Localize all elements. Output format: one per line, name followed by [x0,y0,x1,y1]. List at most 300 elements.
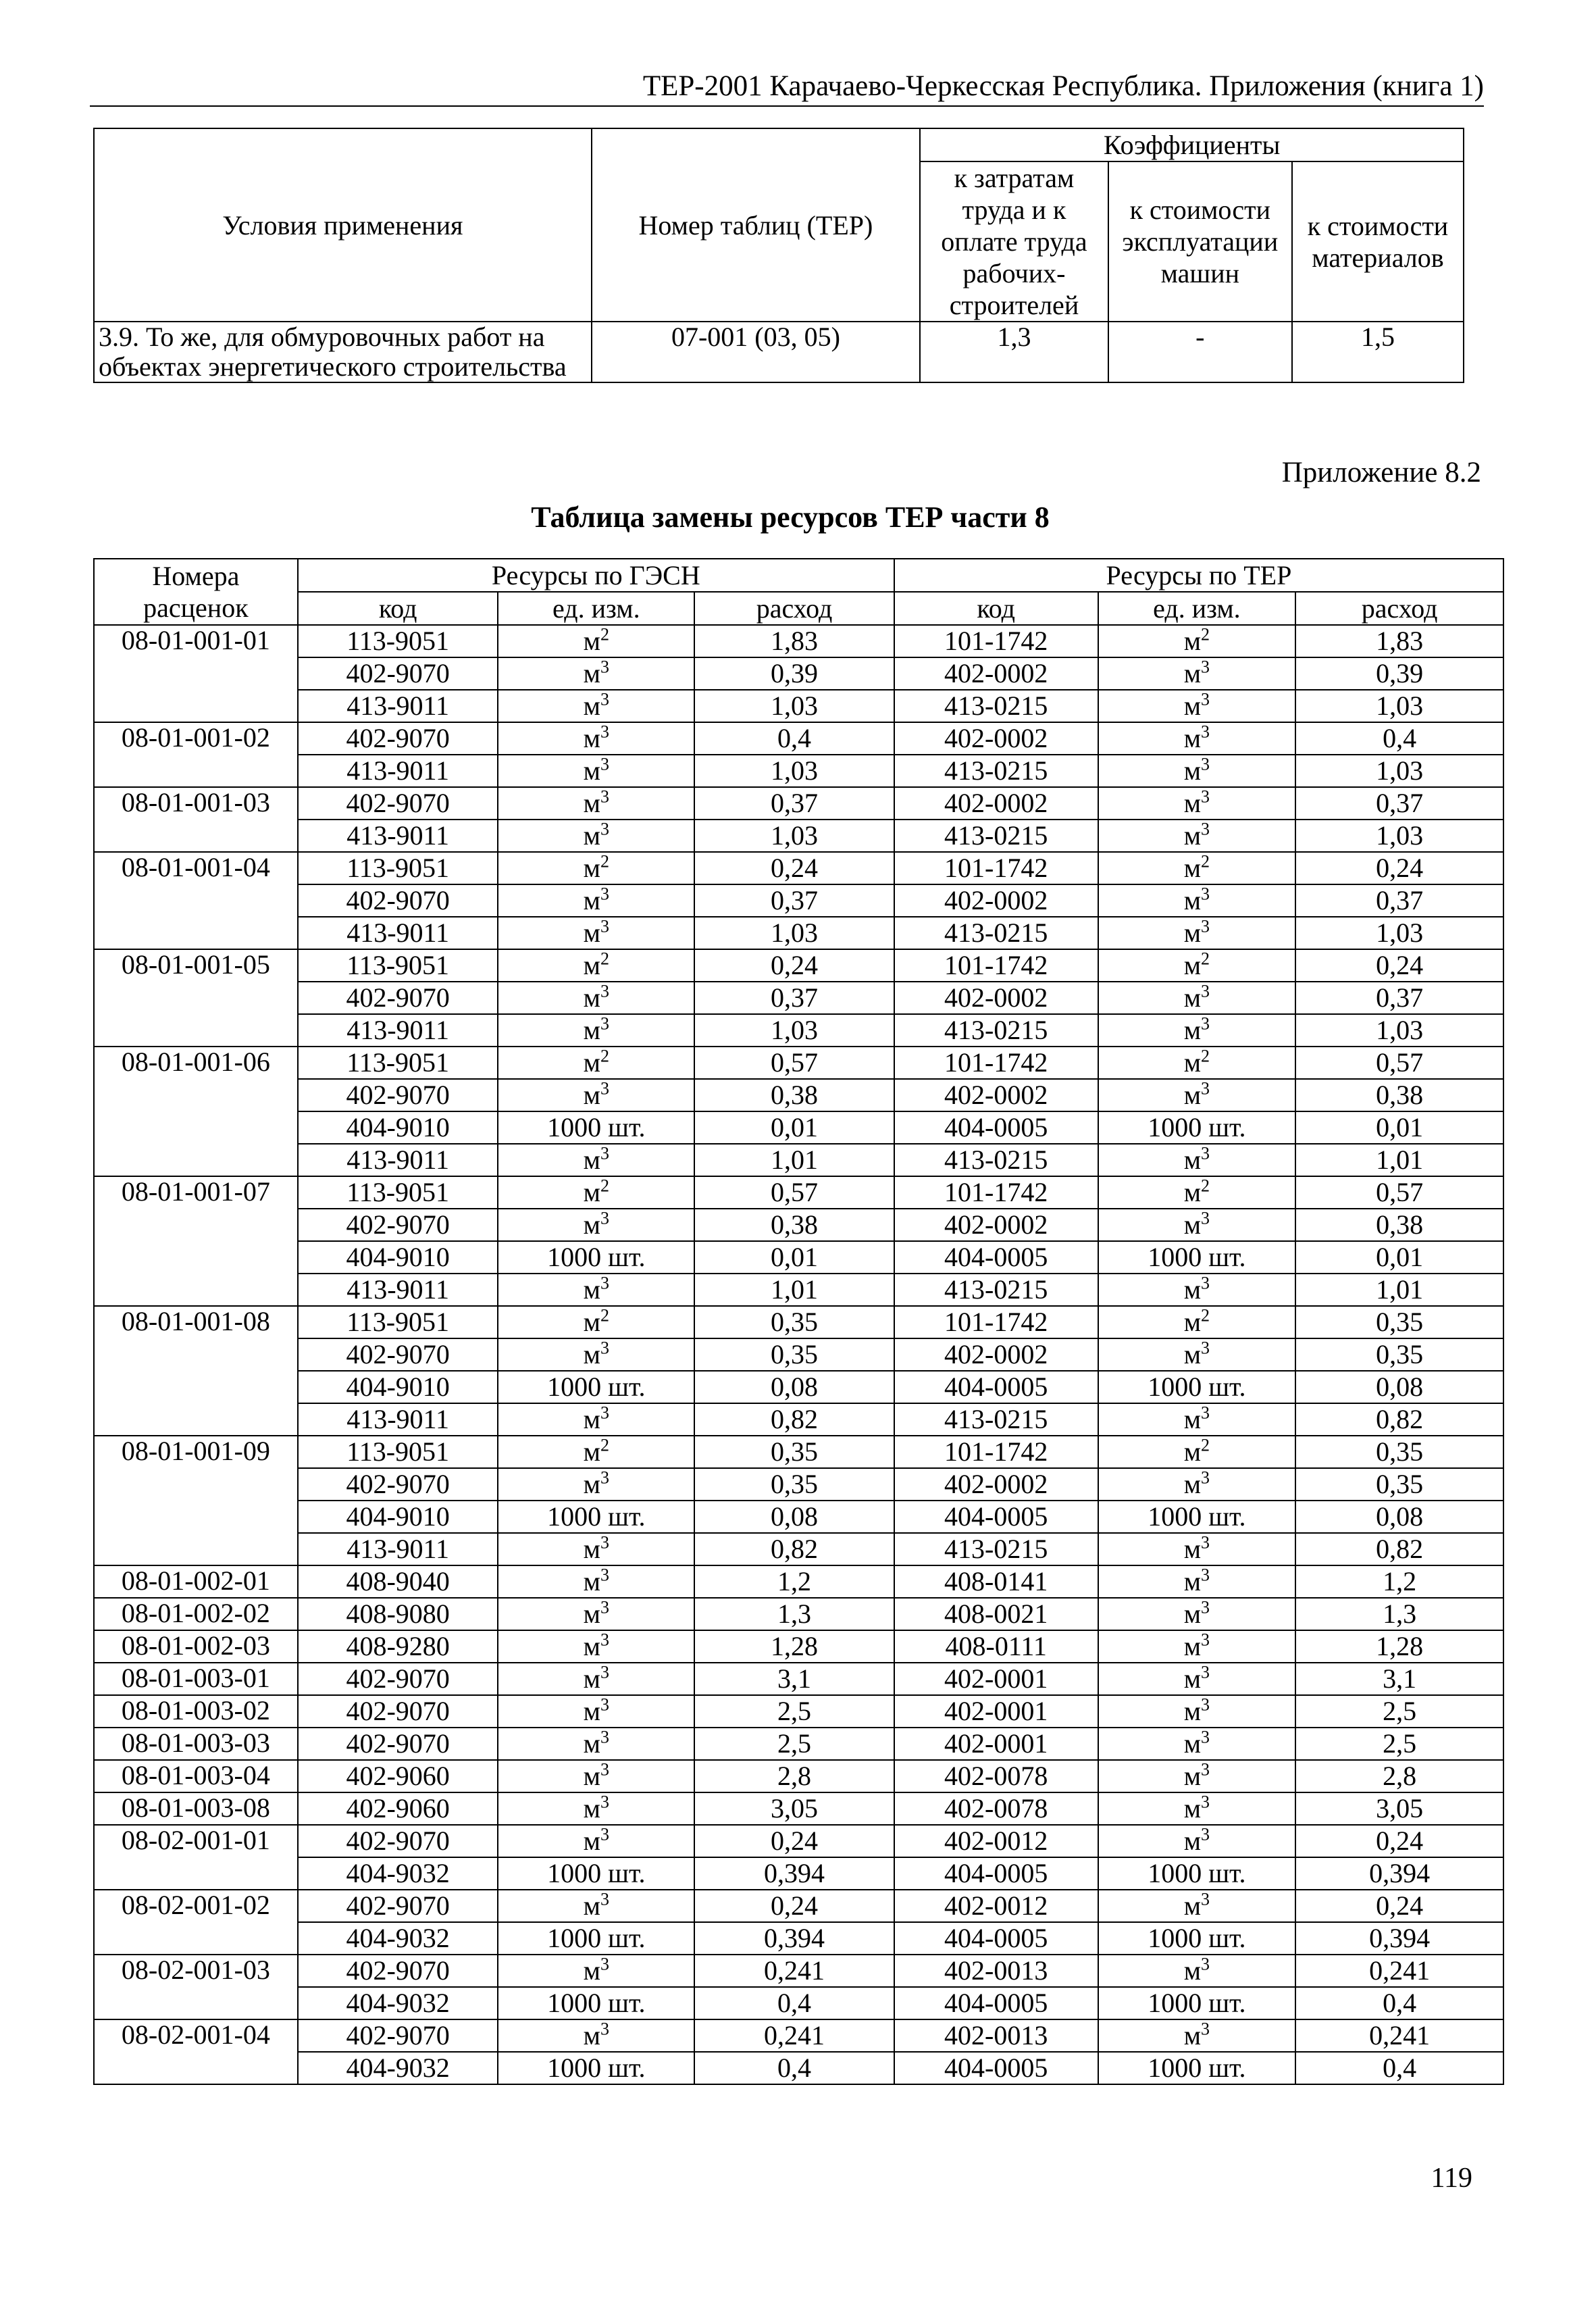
gesn-unit-cell: 1000 шт. [498,1987,694,2019]
table-row [94,1338,1503,1371]
ter-amount-cell: 0,4 [1295,1987,1503,2019]
gesn-code-cell: 404-9032 [298,1922,498,1955]
page-number: 119 [1431,2163,1472,2194]
ter-code-cell: 404-0005 [894,1371,1098,1403]
gesn-code-cell: 404-9032 [298,1987,498,2019]
ter-unit-cell: $м^3$ [1098,1728,1296,1760]
gesn-code-cell: 402-9070 [298,1955,498,1987]
rate-number-cell [94,982,298,1014]
ter-code-cell: 402-0002 [894,1468,1098,1501]
ter-unit-cell: $м^3$ [1098,1144,1296,1176]
gesn-unit-cell: $м^3$ [498,1760,694,1792]
ter-unit-cell: $м^3$ [1098,1565,1296,1598]
ter-unit-cell: $м^3$ [1098,1468,1296,1501]
gesn-code-cell: 413-9011 [298,1144,498,1176]
ter-code-cell: 413-0215 [894,1403,1098,1436]
ter-amount-cell: 0,38 [1295,1079,1503,1111]
rate-number-cell: 08-01-001-01 [94,625,298,657]
table-row [94,917,1503,949]
ter-amount-cell: 0,4 [1295,2052,1503,2084]
ter-code-cell: 413-0215 [894,690,1098,722]
gesn-unit-cell: $м^3$ [498,1955,694,1987]
gesn-code-cell: 402-9070 [298,1890,498,1922]
table-row [94,657,1503,690]
ter-unit-cell: $м^3$ [1098,820,1296,852]
gesn-unit-cell: 1000 шт. [498,1501,694,1533]
gesn-amount-cell: 0,08 [694,1501,894,1533]
gesn-code-cell: 413-9011 [298,917,498,949]
table-row [94,1857,1503,1890]
ter-code-cell: 101-1742 [894,1176,1098,1209]
ter-unit-cell: 1000 шт. [1098,2052,1296,2084]
rate-number-cell: 08-02-001-01 [94,1825,298,1857]
gesn-unit-cell: $м^3$ [498,820,694,852]
ter-amount-cell: 1,03 [1295,1014,1503,1047]
gesn-amount-cell: 0,37 [694,982,894,1014]
ter-code-cell: 408-0021 [894,1598,1098,1630]
table-row [94,2019,1503,2052]
rate-number-cell [94,1241,298,1274]
rate-number-cell: 08-01-001-03 [94,787,298,820]
ter-amount-cell: 0,35 [1295,1468,1503,1501]
gesn-code-cell: 404-9010 [298,1241,498,1274]
ter-unit-cell: $м^3$ [1098,2019,1296,2052]
gesn-code-cell: 113-9051 [298,1306,498,1338]
ter-amount-cell: 0,01 [1295,1241,1503,1274]
gesn-unit-cell: $м^3$ [498,1565,694,1598]
ter-unit-cell: $м^3$ [1098,1955,1296,1987]
gesn-code-cell: 402-9070 [298,1728,498,1760]
col-table-numbers: Номер таблиц (ТЕР) [592,128,921,322]
ter-code-cell: 402-0012 [894,1890,1098,1922]
gesn-unit-cell: $м^2$ [498,1047,694,1079]
gesn-unit-cell: $м^3$ [498,1663,694,1695]
ter-unit-cell: $м^3$ [1098,755,1296,787]
ter-unit-cell: $м^3$ [1098,1890,1296,1922]
ter-unit-cell: $м^2$ [1098,1047,1296,1079]
gesn-code-cell: 113-9051 [298,625,498,657]
labor-coef-cell: 1,3 [920,322,1108,382]
gesn-amount-cell: 0,394 [694,1922,894,1955]
gesn-amount-cell: 1,03 [694,917,894,949]
table-row [94,1403,1503,1436]
rate-number-cell [94,1922,298,1955]
ter-code-cell: 413-0215 [894,917,1098,949]
gesn-amount-cell: 1,01 [694,1144,894,1176]
gesn-code-cell: 402-9070 [298,1468,498,1501]
condition-cell: 3.9. То же, для обмуровочных работ на объектах энергетического строительства [94,322,592,382]
gesn-unit-cell: $м^2$ [498,625,694,657]
ter-amount-cell: 2,5 [1295,1728,1503,1760]
ter-unit-cell: $м^3$ [1098,1079,1296,1111]
ter-amount-cell: 1,83 [1295,625,1503,657]
ter-unit-cell: $м^3$ [1098,1209,1296,1241]
ter-amount-cell: 0,35 [1295,1338,1503,1371]
gesn-amount-cell: 0,37 [694,884,894,917]
table-row [94,1436,1503,1468]
ter-unit-cell: 1000 шт. [1098,1922,1296,1955]
ter-code-cell: 101-1742 [894,1047,1098,1079]
rate-number-cell: 08-01-002-03 [94,1630,298,1663]
gesn-unit-cell: $м^3$ [498,917,694,949]
ter-amount-cell: 3,1 [1295,1663,1503,1695]
col-coefficients: Коэффициенты [920,128,1464,161]
ter-amount-cell: 1,3 [1295,1598,1503,1630]
table-row [94,820,1503,852]
gesn-unit-cell: $м^3$ [498,1533,694,1565]
gesn-amount-cell: 0,01 [694,1241,894,1274]
ter-code-cell: 402-0001 [894,1728,1098,1760]
ter-code-cell: 402-0012 [894,1825,1098,1857]
gesn-amount-cell: 0,24 [694,1825,894,1857]
rate-number-cell [94,1014,298,1047]
appendix-label: Приложение 8.2 [1281,457,1481,488]
rate-number-cell: 08-01-003-03 [94,1728,298,1760]
table-row [94,1825,1503,1857]
rate-number-cell: 08-02-001-04 [94,2019,298,2052]
rate-number-cell: 08-01-001-06 [94,1047,298,1079]
gesn-amount-cell: 0,4 [694,1987,894,2019]
ter-code-cell: 404-0005 [894,2052,1098,2084]
gesn-unit-cell: $м^3$ [498,1014,694,1047]
gesn-code-cell: 402-9070 [298,657,498,690]
rate-number-cell: 08-01-001-09 [94,1436,298,1468]
table-row [94,852,1503,884]
ter-code-cell: 402-0001 [894,1695,1098,1728]
ter-amount-cell: 1,28 [1295,1630,1503,1663]
gesn-code-cell: 402-9070 [298,884,498,917]
ter-amount-cell: 0,37 [1295,982,1503,1014]
gesn-amount-cell: 2,5 [694,1728,894,1760]
gesn-unit-cell: $м^2$ [498,852,694,884]
rate-number-cell [94,1468,298,1501]
ter-unit-cell: $м^3$ [1098,657,1296,690]
ter-code-cell: 101-1742 [894,852,1098,884]
ter-amount-cell: 1,03 [1295,820,1503,852]
ter-code-cell: 101-1742 [894,1436,1098,1468]
ter-amount-cell: 0,394 [1295,1922,1503,1955]
ter-unit-cell: 1000 шт. [1098,1241,1296,1274]
ter-unit-cell: $м^3$ [1098,1695,1296,1728]
ter-amount-cell: 2,5 [1295,1695,1503,1728]
table-row [94,625,1503,657]
rate-number-cell [94,1274,298,1306]
gesn-amount-cell: 2,8 [694,1760,894,1792]
gesn-amount-cell: 1,83 [694,625,894,657]
gesn-code-cell: 408-9080 [298,1598,498,1630]
gesn-amount-cell: 0,241 [694,2019,894,2052]
rate-number-cell: 08-01-001-04 [94,852,298,884]
gesn-code-cell: 413-9011 [298,1014,498,1047]
gesn-amount-cell: 3,05 [694,1792,894,1825]
gesn-unit-cell: $м^3$ [498,2019,694,2052]
gesn-unit-cell: $м^3$ [498,1338,694,1371]
gesn-amount-cell: 3,1 [694,1663,894,1695]
gesn-amount-cell: 0,35 [694,1468,894,1501]
gesn-unit-cell: 1000 шт. [498,2052,694,2084]
gesn-unit-cell: 1000 шт. [498,1371,694,1403]
gesn-code-cell: 413-9011 [298,820,498,852]
gesn-amount-cell: 2,5 [694,1695,894,1728]
ter-unit-cell: $м^2$ [1098,949,1296,982]
gesn-amount-cell: 0,35 [694,1436,894,1468]
rate-number-cell: 08-01-002-02 [94,1598,298,1630]
table-row [94,1111,1503,1144]
rate-number-cell [94,1533,298,1565]
table-row [94,1176,1503,1209]
ter-amount-cell: 0,08 [1295,1371,1503,1403]
gesn-code-cell: 402-9070 [298,982,498,1014]
gesn-amount-cell: 1,01 [694,1274,894,1306]
table-row [94,1955,1503,1987]
gesn-unit-cell: $м^3$ [498,1209,694,1241]
machines-coef-cell: - [1108,322,1292,382]
rate-number-cell [94,1079,298,1111]
ter-amount-cell: 0,57 [1295,1176,1503,1209]
ter-code-cell: 402-0002 [894,787,1098,820]
table-row [94,1792,1503,1825]
gesn-amount-cell: 1,03 [694,820,894,852]
rate-number-cell [94,917,298,949]
ter-code-cell: 402-0002 [894,657,1098,690]
ter-unit-cell: 1000 шт. [1098,1111,1296,1144]
gesn-code-cell: 402-9070 [298,1209,498,1241]
ter-unit-cell: $м^3$ [1098,1760,1296,1792]
gesn-unit-cell: $м^2$ [498,1306,694,1338]
gesn-code-cell: 413-9011 [298,1403,498,1436]
ter-amount-cell: 0,01 [1295,1111,1503,1144]
col-ter: Ресурсы по ТЕР [894,559,1503,592]
rate-number-cell: 08-01-002-01 [94,1565,298,1598]
gesn-unit-cell: $м^2$ [498,1176,694,1209]
ter-code-cell: 404-0005 [894,1987,1098,2019]
gesn-code-cell: 402-9060 [298,1760,498,1792]
ter-code-cell: 402-0013 [894,2019,1098,2052]
gesn-amount-cell: 0,35 [694,1338,894,1371]
ter-amount-cell: 2,8 [1295,1760,1503,1792]
table-row [94,1306,1503,1338]
ter-amount-cell: 0,39 [1295,657,1503,690]
col-labor: к затратам труда и к оплате труда рабочих-строителей [920,161,1108,322]
table-row [94,1241,1503,1274]
gesn-unit-cell: $м^3$ [498,1403,694,1436]
col-gesn-code: код [298,592,498,625]
ter-unit-cell: $м^3$ [1098,690,1296,722]
table-row [94,755,1503,787]
ter-amount-cell: 0,82 [1295,1403,1503,1436]
ter-amount-cell: 0,24 [1295,949,1503,982]
ter-unit-cell: $м^3$ [1098,1338,1296,1371]
table-row [94,1890,1503,1922]
gesn-unit-cell: $м^3$ [498,722,694,755]
ter-code-cell: 402-0078 [894,1760,1098,1792]
ter-code-cell: 402-0078 [894,1792,1098,1825]
gesn-amount-cell: 0,39 [694,657,894,690]
rate-number-cell [94,755,298,787]
col-conditions: Условия применения [94,128,592,322]
gesn-code-cell: 413-9011 [298,690,498,722]
gesn-code-cell: 408-9040 [298,1565,498,1598]
rate-number-cell [94,1857,298,1890]
ter-amount-cell: 3,05 [1295,1792,1503,1825]
table-title: Таблица замены ресурсов ТЕР части 8 [531,501,1050,534]
gesn-amount-cell: 0,08 [694,1371,894,1403]
table-row [94,1630,1503,1663]
col-gesn-amount: расход [694,592,894,625]
table-numbers-cell: 07-001 (03, 05) [592,322,921,382]
gesn-unit-cell: $м^3$ [498,1890,694,1922]
col-machines: к стоимости эксплуатации машин [1108,161,1292,322]
rate-number-cell [94,1338,298,1371]
gesn-code-cell: 402-9070 [298,1079,498,1111]
gesn-code-cell: 402-9070 [298,1695,498,1728]
gesn-unit-cell: $м^2$ [498,949,694,982]
gesn-unit-cell: $м^3$ [498,755,694,787]
ter-code-cell: 402-0002 [894,1338,1098,1371]
ter-amount-cell: 0,57 [1295,1047,1503,1079]
gesn-code-cell: 402-9070 [298,787,498,820]
table-row [94,1987,1503,2019]
ter-amount-cell: 0,4 [1295,722,1503,755]
ter-code-cell: 402-0002 [894,722,1098,755]
ter-amount-cell: 0,24 [1295,1825,1503,1857]
rate-number-cell [94,690,298,722]
ter-unit-cell: $м^3$ [1098,1533,1296,1565]
ter-unit-cell: $м^2$ [1098,625,1296,657]
ter-unit-cell: 1000 шт. [1098,1857,1296,1890]
rate-number-cell: 08-02-001-03 [94,1955,298,1987]
ter-code-cell: 101-1742 [894,1306,1098,1338]
table-row [94,1047,1503,1079]
table-row [94,690,1503,722]
rate-number-cell [94,884,298,917]
gesn-code-cell: 113-9051 [298,1436,498,1468]
gesn-amount-cell: 0,24 [694,1890,894,1922]
ter-code-cell: 402-0002 [894,1209,1098,1241]
ter-unit-cell: $м^3$ [1098,1274,1296,1306]
gesn-code-cell: 404-9032 [298,1857,498,1890]
gesn-amount-cell: 1,3 [694,1598,894,1630]
rate-number-cell: 08-01-003-01 [94,1663,298,1695]
gesn-code-cell: 402-9070 [298,1825,498,1857]
ter-code-cell: 404-0005 [894,1857,1098,1890]
rate-number-cell: 08-01-003-04 [94,1760,298,1792]
gesn-unit-cell: $м^3$ [498,787,694,820]
gesn-amount-cell: 1,2 [694,1565,894,1598]
ter-code-cell: 404-0005 [894,1241,1098,1274]
materials-coef-cell: 1,5 [1292,322,1464,382]
gesn-code-cell: 113-9051 [298,1047,498,1079]
ter-code-cell: 402-0001 [894,1663,1098,1695]
ter-amount-cell: 1,2 [1295,1565,1503,1598]
rate-number-cell: 08-01-001-07 [94,1176,298,1209]
table-row [94,1144,1503,1176]
gesn-unit-cell: $м^3$ [498,982,694,1014]
ter-code-cell: 413-0215 [894,1533,1098,1565]
gesn-code-cell: 404-9010 [298,1111,498,1144]
gesn-code-cell: 402-9070 [298,2019,498,2052]
gesn-unit-cell: $м^3$ [498,1695,694,1728]
table-row [94,1598,1503,1630]
gesn-amount-cell: 1,03 [694,690,894,722]
table-row [94,949,1503,982]
rate-number-cell: 08-01-001-02 [94,722,298,755]
ter-amount-cell: 1,01 [1295,1144,1503,1176]
table-row [94,1663,1503,1695]
ter-unit-cell: $м^3$ [1098,722,1296,755]
table-row [94,2052,1503,2084]
ter-code-cell: 402-0002 [894,982,1098,1014]
col-gesn: Ресурсы по ГЭСН [298,559,894,592]
ter-unit-cell: $м^2$ [1098,1176,1296,1209]
gesn-code-cell: 402-9070 [298,722,498,755]
table-row [94,1501,1503,1533]
ter-amount-cell: 1,01 [1295,1274,1503,1306]
gesn-amount-cell: 0,57 [694,1176,894,1209]
gesn-unit-cell: 1000 шт. [498,1922,694,1955]
gesn-unit-cell: $м^3$ [498,1728,694,1760]
ter-unit-cell: $м^3$ [1098,1792,1296,1825]
ter-amount-cell: 0,241 [1295,1955,1503,1987]
ter-unit-cell: $м^2$ [1098,852,1296,884]
col-materials: к стоимости материалов [1292,161,1464,322]
table-row [94,1014,1503,1047]
ter-amount-cell: 0,37 [1295,787,1503,820]
gesn-amount-cell: 0,38 [694,1209,894,1241]
gesn-unit-cell: 1000 шт. [498,1111,694,1144]
gesn-unit-cell: $м^3$ [498,1144,694,1176]
gesn-code-cell: 413-9011 [298,1274,498,1306]
table-row [94,1371,1503,1403]
table-row [94,1760,1503,1792]
rate-number-cell [94,1501,298,1533]
gesn-unit-cell: $м^3$ [498,1825,694,1857]
rate-number-cell [94,2052,298,2084]
ter-amount-cell: 0,82 [1295,1533,1503,1565]
gesn-code-cell: 113-9051 [298,1176,498,1209]
gesn-unit-cell: $м^3$ [498,1598,694,1630]
resources-table-body [94,625,1503,2084]
gesn-unit-cell: $м^2$ [498,1436,694,1468]
ter-code-cell: 413-0215 [894,820,1098,852]
gesn-code-cell: 402-9070 [298,1338,498,1371]
table-row [94,1274,1503,1306]
rate-number-cell: 08-01-001-08 [94,1306,298,1338]
gesn-unit-cell: $м^3$ [498,690,694,722]
ter-unit-cell: 1000 шт. [1098,1501,1296,1533]
gesn-unit-cell: $м^3$ [498,1079,694,1111]
gesn-amount-cell: 0,01 [694,1111,894,1144]
table-row [94,1728,1503,1760]
ter-unit-cell: $м^3$ [1098,1825,1296,1857]
ter-amount-cell: 0,38 [1295,1209,1503,1241]
gesn-unit-cell: $м^3$ [498,1468,694,1501]
coefficients-row [94,322,1464,382]
col-rates: Номера расценок [94,559,298,625]
ter-unit-cell: $м^3$ [1098,982,1296,1014]
ter-amount-cell: 0,241 [1295,2019,1503,2052]
ter-amount-cell: 0,37 [1295,884,1503,917]
gesn-amount-cell: 0,82 [694,1403,894,1436]
gesn-code-cell: 404-9010 [298,1501,498,1533]
ter-unit-cell: 1000 шт. [1098,1987,1296,2019]
gesn-amount-cell: 0,57 [694,1047,894,1079]
gesn-amount-cell: 1,03 [694,1014,894,1047]
ter-amount-cell: 0,35 [1295,1306,1503,1338]
gesn-unit-cell: 1000 шт. [498,1241,694,1274]
rate-number-cell: 08-01-003-02 [94,1695,298,1728]
gesn-amount-cell: 0,24 [694,852,894,884]
